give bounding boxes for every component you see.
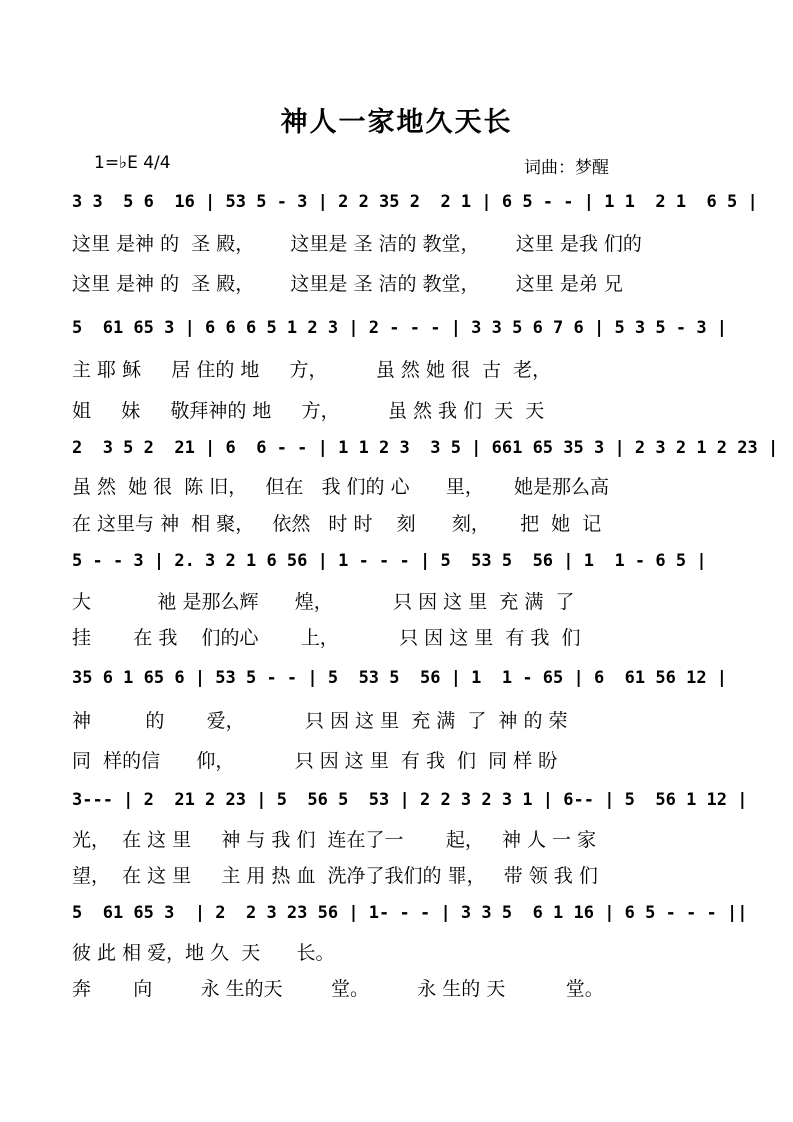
lyrics-line-1-verse-2: 这里 是神 的 圣 殿， 这里是 圣 洁的 教堂， 这里 是弟 兄 bbox=[72, 273, 623, 295]
lyrics-line-6-verse-1: 光， 在 这 里 神 与 我 们 连在了一 起， 神 人 一 家 bbox=[72, 829, 597, 851]
notation-line-4: 5 - - 3 | 2. 3 2 1 6 56 | 1 - - - | 5 53 5 56 | 1 1 - 6 5 | bbox=[72, 551, 707, 571]
lyrics-line-6-verse-2: 望， 在 这 里 主 用 热 血 洗净了我们的 罪， 带 领 我 们 bbox=[72, 865, 598, 887]
notation-line-1: 3 3 5 6 16 | 53 5 - 3 | 2 2 35 2 2 1 | 6 5 - - | 1 1 2 1 6 5 | bbox=[72, 192, 758, 212]
notation-line-5: 35 6 1 65 6 | 53 5 - - | 5 53 5 56 | 1 1 - 65 | 6 61 56 12 | bbox=[72, 668, 728, 688]
lyrics-line-2-verse-1: 主 耶 稣 居 住的 地 方， 虽 然 她 很 古 老， bbox=[72, 359, 552, 381]
notation-line-6: 3--- | 2 21 2 23 | 5 56 5 53 | 2 2 3 2 3 1 | 6-- | 5 56 1 12 | bbox=[72, 790, 748, 810]
lyrics-line-3-verse-1: 虽 然 她 很 陈 旧， 但在 我 们的 心 里， 她是那么高 bbox=[72, 476, 610, 498]
lyrics-line-3-verse-2: 在 这里与 神 相 聚， 依然 时 时 刻 刻， 把 她 记 bbox=[72, 513, 602, 535]
lyrics-line-5-verse-2: 同 样的信 仰， 只 因 这 里 有 我 们 同 样 盼 bbox=[72, 750, 558, 772]
song-title: 神人一家地久天长 bbox=[280, 107, 513, 138]
lyrics-line-5-verse-1: 神 的 爱， 只 因 这 里 充 满 了 神 的 荣 bbox=[72, 710, 568, 732]
key-signature: 1=♭E 4/4 bbox=[94, 153, 171, 173]
lyrics-line-7-verse-1: 彼 此 相 爱，地 久 天 长。 bbox=[72, 942, 335, 964]
notation-line-2: 5 61 65 3 | 6 6 6 5 1 2 3 | 2 - - - | 3 3 5 6 7 6 | 5 3 5 - 3 | bbox=[72, 318, 728, 338]
lyrics-line-4-verse-1: 大 祂 是那么辉 煌， 只 因 这 里 充 满 了 bbox=[72, 591, 575, 613]
lyrics-line-1-verse-1: 这里 是神 的 圣 殿， 这里是 圣 洁的 教堂， 这里 是我 们的 bbox=[72, 233, 642, 255]
notation-line-7: 5 61 65 3 | 2 2 3 23 56 | 1- - - | 3 3 5 6 1 16 | 6 5 - - - || bbox=[72, 903, 748, 923]
notation-line-3: 2 3 5 2 21 | 6 6 - - | 1 1 2 3 3 5 | 661 65 35 3 | 2 3 2 1 2 23 | bbox=[72, 438, 779, 458]
lyrics-line-2-verse-2: 姐 妹 敬拜神的 地 方， 虽 然 我 们 天 天 bbox=[72, 400, 545, 422]
lyrics-line-4-verse-2: 挂 在 我 们的心 上， 只 因 这 里 有 我 们 bbox=[72, 627, 581, 649]
lyrics-line-7-verse-2: 奔 向 永 生的天 堂。 永 生的 天 堂。 bbox=[72, 978, 604, 1000]
lyricist-composer-credit: 词曲：梦醒 bbox=[524, 158, 609, 178]
